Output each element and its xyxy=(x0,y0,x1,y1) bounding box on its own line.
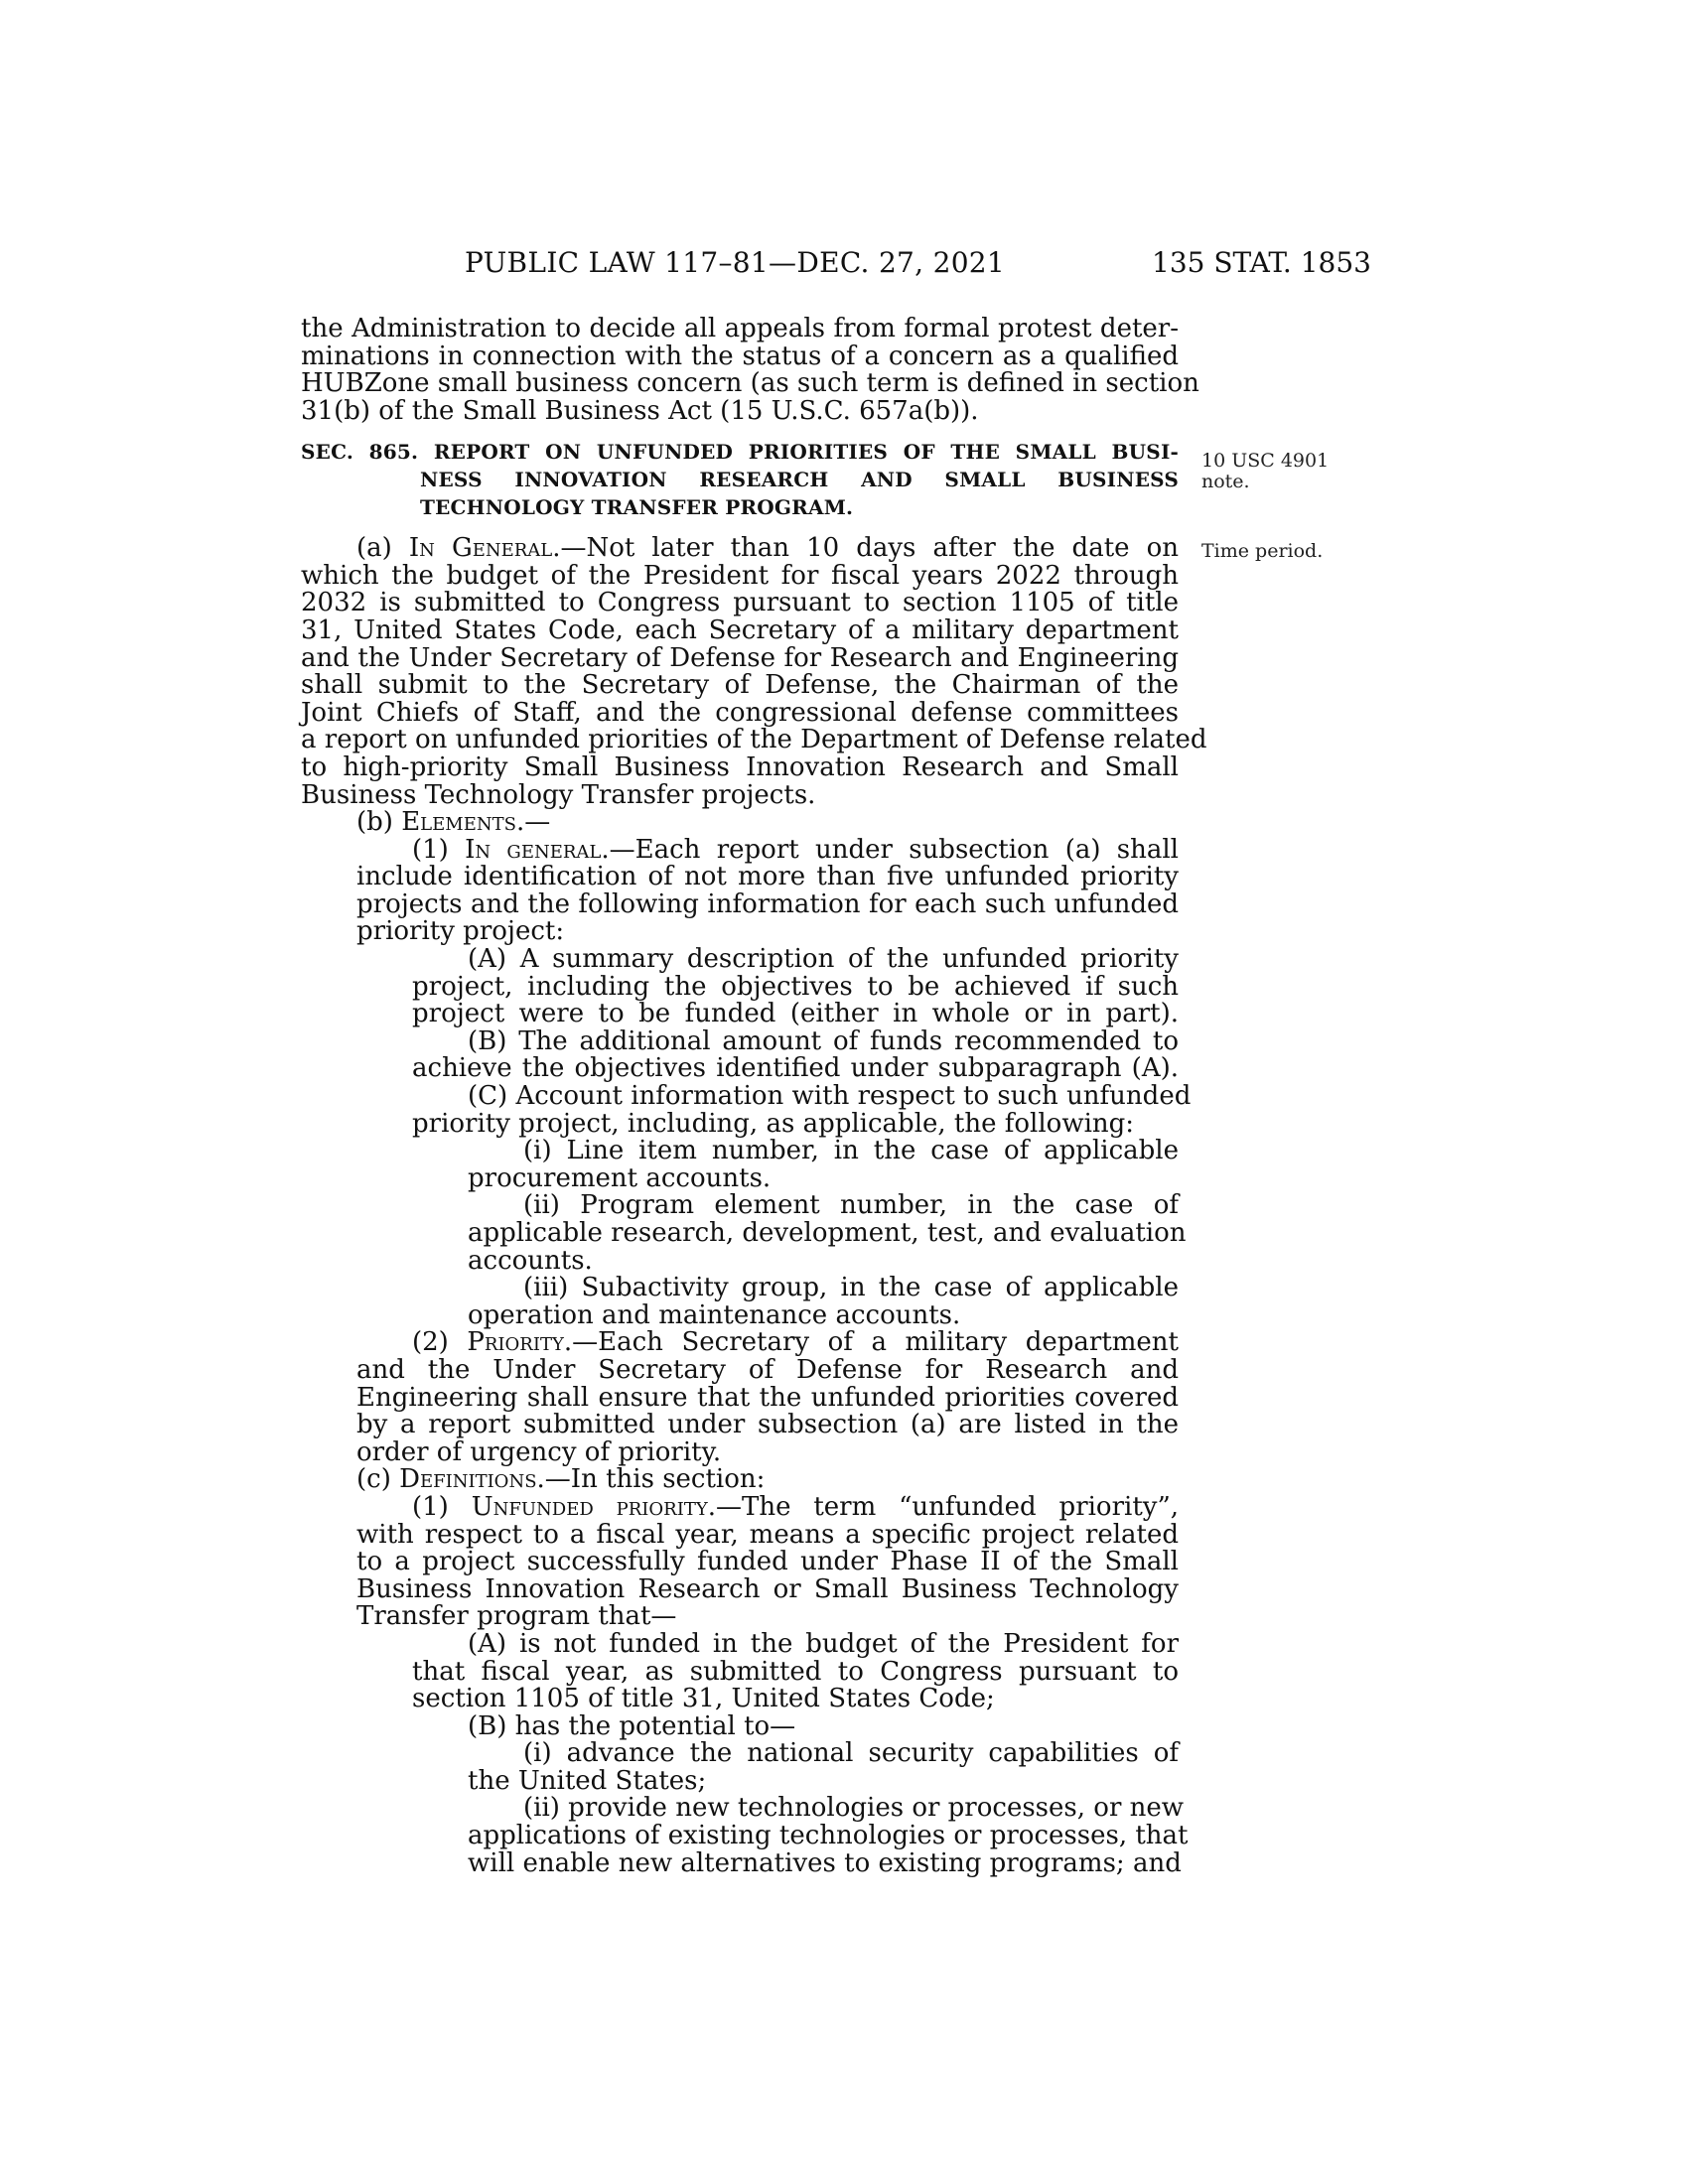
clause-bCiii-line: operation and maintenance accounts. xyxy=(468,1299,961,1330)
paragraph-c1-line: Business Innovation Research or Small Business Technology xyxy=(356,1573,1179,1604)
subparagraph-bC-line: priority project, including, as applicable, the following: xyxy=(412,1108,1135,1139)
clause-cBii-line: (ii) provide new technologies or processes, or new xyxy=(523,1793,1185,1824)
intro-paragraph xyxy=(301,314,1199,426)
subsection-a-caption: In General xyxy=(408,533,553,564)
margin-citation xyxy=(1201,451,1329,492)
subsection-a-line: 2032 is submitted to Congress pursuant to section 1105 of title xyxy=(301,588,1179,618)
clause-cBii-line: applications of existing technologies or processes, that xyxy=(468,1821,1189,1851)
subsection-a-line: to high-priority Small Business Innovation Research and Small xyxy=(301,751,1179,782)
intro-line: minations in connection with the status of a concern as a qualified xyxy=(301,341,1179,371)
paragraph-b2-line: (2) Priority.—Each Secretary of a military department xyxy=(412,1327,1179,1358)
clause-bCi-line: procurement accounts. xyxy=(468,1162,772,1193)
subsection-b-heading: (b) Elements.— xyxy=(356,807,551,838)
subsection-a-line: Business Technology Transfer projects. xyxy=(301,779,816,810)
paragraph-b2-line: Engineering shall ensure that the unfunded priorities covered xyxy=(356,1382,1179,1413)
clause-cBii-line: will enable new alternatives to existing programs; and xyxy=(468,1847,1182,1878)
subparagraph-bC-line: (C) Account information with respect to such unfunded xyxy=(468,1081,1192,1112)
clause-cBi-line: the United States; xyxy=(468,1765,707,1796)
subparagraph-bB-line: achieve the objectives identified under subparagraph (A). xyxy=(412,1053,1179,1084)
subsection-c xyxy=(301,1464,1189,1878)
paragraph-b2-line: by a report submitted under subsection (a) are listed in the xyxy=(356,1410,1179,1440)
subparagraph-bA-line: project, including the objectives to be achieved if such xyxy=(412,971,1179,1002)
section-heading-line: TECHNOLOGY TRANSFER PROGRAM. xyxy=(420,494,854,519)
subsection-a xyxy=(301,533,1207,810)
paragraph-c1-line: Transfer program that— xyxy=(356,1601,677,1632)
subsection-a-line: shall submit to the Secretary of Defense, the Chairman of the xyxy=(301,670,1179,701)
subsection-a-line: which the budget of the President for fiscal years 2022 through xyxy=(301,560,1179,591)
subsection-a-line: (a) In General.—Not later than 10 days after the date on xyxy=(356,533,1179,564)
running-header xyxy=(0,246,1688,286)
subparagraph-cA-line: that fiscal year, as submitted to Congress pursuant to xyxy=(412,1656,1179,1687)
clause-cBi-line: (i) advance the national security capabilities of xyxy=(523,1738,1179,1769)
paragraph-b1-line: priority project: xyxy=(356,916,565,947)
clause-bCii-line: applicable research, development, test, and evaluation xyxy=(468,1218,1187,1248)
subsection-a-line: a report on unfunded priorities of the Department of Defense related xyxy=(301,725,1207,755)
subsection-a-line: and the Under Secretary of Defense for Research and Engineering xyxy=(301,642,1179,673)
paragraph-b1-line: include identification of not more than five unfunded priority xyxy=(356,862,1179,892)
margin-time-period: Time period. xyxy=(1201,540,1324,562)
subsection-b xyxy=(301,807,1192,1467)
subsection-a-line: 31, United States Code, each Secretary of a military department xyxy=(301,614,1179,645)
section-heading xyxy=(301,439,1179,521)
subsection-c-heading: (c) Definitions.—In this section: xyxy=(356,1464,766,1495)
paragraph-c1-line: (1) Unfunded priority.—The term “unfunded priority”, xyxy=(412,1491,1180,1522)
margin-citation-line2: note. xyxy=(1201,471,1250,492)
paragraph-b1-line: projects and the following information for each such unfunded xyxy=(356,888,1179,919)
section-heading-line: SEC. 865. REPORT ON UNFUNDED PRIORITIES OF THE SMALL BUSI- xyxy=(301,440,1179,465)
clause-bCii-line: (ii) Program element number, in the case of xyxy=(523,1190,1179,1221)
paragraph-b1-line: (1) In general.—Each report under subsection (a) shall xyxy=(412,834,1179,865)
subparagraph-bA-line: project were to be funded (either in whole or in part). xyxy=(412,999,1179,1029)
subparagraph-bA-line: (A) A summary description of the unfunded priority xyxy=(468,944,1179,975)
subsection-a-line: Joint Chiefs of Staff, and the congressional defense committees xyxy=(301,697,1179,728)
clause-bCiii-line: (iii) Subactivity group, in the case of applicable xyxy=(523,1273,1179,1303)
clause-bCii-line: accounts. xyxy=(468,1245,593,1276)
paragraph-c1-line: with respect to a fiscal year, means a specific project related xyxy=(356,1519,1179,1550)
margin-citation-line1: 10 USC 4901 xyxy=(1201,450,1330,472)
subparagraph-cA-line: section 1105 of title 31, United States Code; xyxy=(412,1684,995,1714)
intro-line: 31(b) of the Small Business Act (15 U.S.C. 657a(b)). xyxy=(301,395,979,426)
subparagraph-bB-line: (B) The additional amount of funds recommended to xyxy=(468,1025,1179,1056)
clause-bCi-line: (i) Line item number, in the case of applicable xyxy=(523,1136,1179,1166)
subsection-a-label: (a) xyxy=(356,533,409,564)
intro-line: the Administration to decide all appeals from formal protest deter- xyxy=(301,314,1179,343)
paragraph-b2-line: and the Under Secretary of Defense for Research and xyxy=(356,1354,1179,1385)
subparagraph-cA-line: (A) is not funded in the budget of the President for xyxy=(468,1628,1179,1659)
subparagraph-cB-line: (B) has the potential to— xyxy=(468,1710,796,1741)
intro-line: HUBZone small business concern (as such term is defined in section xyxy=(301,368,1199,399)
section-heading-line: NESS INNOVATION RESEARCH AND SMALL BUSINESS xyxy=(420,467,1179,491)
body-column xyxy=(301,314,1207,1878)
paragraph-b2-line: order of urgency of priority. xyxy=(356,1436,722,1467)
header-page-number: 135 STAT. 1853 xyxy=(1152,246,1371,279)
header-title: PUBLIC LAW 117–81—DEC. 27, 2021 xyxy=(465,246,1006,279)
paragraph-c1-line: to a project successfully funded under Phase II of the Small xyxy=(356,1547,1179,1577)
